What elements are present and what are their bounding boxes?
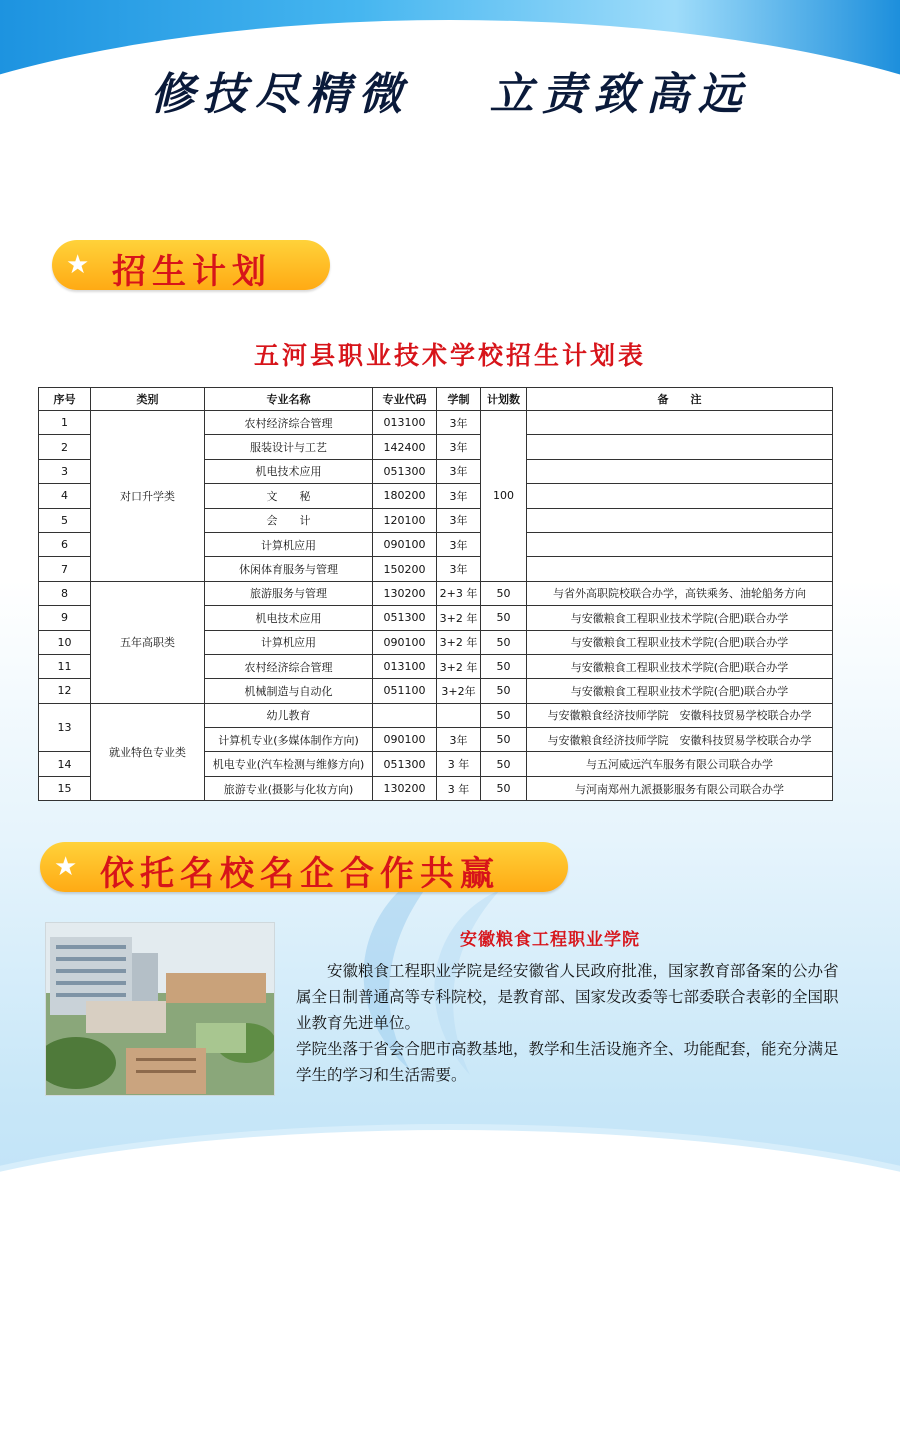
cell-no: 2 — [39, 435, 91, 459]
slogan-left: 修技尽精微 — [150, 69, 411, 120]
campus-photo-illustration — [46, 923, 274, 1095]
cell-category: 对口升学类 — [91, 411, 205, 582]
table-row — [39, 703, 833, 727]
cell-code: 130200 — [373, 776, 437, 800]
header-note: 备 注 — [527, 388, 833, 411]
cell-note: 与河南郑州九派摄影服务有限公司联合办学 — [527, 776, 833, 800]
header-plan: 计划数 — [481, 388, 527, 411]
cell-no: 4 — [39, 484, 91, 508]
cell-no: 7 — [39, 557, 91, 581]
cell-note — [527, 459, 833, 483]
cell-code: 051300 — [373, 459, 437, 483]
cell-note — [527, 532, 833, 556]
cell-plan: 50 — [481, 581, 527, 605]
cell-note — [527, 484, 833, 508]
cell-term: 3年 — [437, 459, 481, 483]
cell-term: 3年 — [437, 484, 481, 508]
header-category: 类别 — [91, 388, 205, 411]
cell-major: 旅游服务与管理 — [205, 581, 373, 605]
cell-major: 旅游专业(摄影与化妆方向) — [205, 776, 373, 800]
cell-term — [437, 703, 481, 727]
cell-no: 5 — [39, 508, 91, 532]
cell-major: 农村经济综合管理 — [205, 654, 373, 678]
cell-term: 3年 — [437, 411, 481, 435]
cell-code: 090100 — [373, 630, 437, 654]
section-title-partnership: 依托名校名企合作共赢 — [100, 854, 500, 894]
cell-code: 180200 — [373, 484, 437, 508]
cell-term: 3年 — [437, 435, 481, 459]
cell-note: 与安徽粮食工程职业技术学院(合肥)联合办学 — [527, 654, 833, 678]
cell-term: 3 年 — [437, 752, 481, 776]
table-header-row — [39, 388, 833, 411]
cell-no: 1 — [39, 411, 91, 435]
cell-plan: 50 — [481, 606, 527, 630]
school-description — [296, 958, 841, 1088]
cell-note: 与省外高职院校联合办学，高铁乘务、油轮船务方向 — [527, 581, 833, 605]
cell-no: 9 — [39, 606, 91, 630]
cell-note: 与安徽粮食经济技师学院 安徽科技贸易学校联合办学 — [527, 728, 833, 752]
cell-major: 计算机专业(多媒体制作方向) — [205, 728, 373, 752]
cell-plan: 50 — [481, 728, 527, 752]
cell-major: 幼儿教育 — [205, 703, 373, 727]
cell-plan: 50 — [481, 752, 527, 776]
star-icon: ★ — [66, 250, 90, 280]
cell-term: 3+2年 — [437, 679, 481, 703]
cell-major: 休闲体育服务与管理 — [205, 557, 373, 581]
cell-term: 3年 — [437, 532, 481, 556]
table-title: 五河县职业技术学校招生计划表 — [253, 341, 646, 370]
cell-term: 3 年 — [437, 776, 481, 800]
cell-term: 3+2 年 — [437, 606, 481, 630]
cell-code: 090100 — [373, 728, 437, 752]
cell-code — [373, 703, 437, 727]
cell-note: 与安徽粮食工程职业技术学院(合肥)联合办学 — [527, 679, 833, 703]
section-title-enrollment: 招生计划 — [112, 252, 272, 292]
cell-plan: 100 — [481, 411, 527, 582]
cell-category: 五年高职类 — [91, 581, 205, 703]
cell-major: 农村经济综合管理 — [205, 411, 373, 435]
cell-no: 14 — [39, 752, 91, 776]
campus-photo — [45, 922, 275, 1096]
cell-code: 130200 — [373, 581, 437, 605]
cell-major: 会 计 — [205, 508, 373, 532]
cell-no: 8 — [39, 581, 91, 605]
cell-no: 12 — [39, 679, 91, 703]
cell-term: 2+3 年 — [437, 581, 481, 605]
cell-plan: 50 — [481, 703, 527, 727]
cell-major: 机电专业(汽车检测与维修方向) — [205, 752, 373, 776]
cell-code: 150200 — [373, 557, 437, 581]
cell-note: 与安徽粮食经济技师学院 安徽科技贸易学校联合办学 — [527, 703, 833, 727]
cell-code: 120100 — [373, 508, 437, 532]
cell-major: 机电技术应用 — [205, 459, 373, 483]
section-banner-enrollment — [52, 240, 330, 290]
cell-code: 090100 — [373, 532, 437, 556]
bottom-white-curve — [0, 1130, 900, 1430]
cell-no: 10 — [39, 630, 91, 654]
cell-note — [527, 411, 833, 435]
cell-code: 013100 — [373, 654, 437, 678]
cell-plan: 50 — [481, 679, 527, 703]
slogan-right: 立责致高远 — [489, 69, 750, 120]
header-major: 专业名称 — [205, 388, 373, 411]
table-row — [39, 581, 833, 605]
cell-note: 与安徽粮食工程职业技术学院(合肥)联合办学 — [527, 630, 833, 654]
cell-note: 与五河威远汽车服务有限公司联合办学 — [527, 752, 833, 776]
cell-plan: 50 — [481, 776, 527, 800]
star-icon: ★ — [54, 852, 78, 882]
header-term: 学制 — [437, 388, 481, 411]
cell-term: 3年 — [437, 508, 481, 532]
cell-major: 服装设计与工艺 — [205, 435, 373, 459]
header-code: 专业代码 — [373, 388, 437, 411]
cell-plan: 50 — [481, 654, 527, 678]
cell-major: 文 秘 — [205, 484, 373, 508]
cell-major: 机械制造与自动化 — [205, 679, 373, 703]
school-paragraph-2: 学院坐落于省会合肥市高教基地，教学和生活设施齐全、功能配套，能充分满足学生的学习和生活需要。 — [296, 1040, 839, 1084]
cell-note — [527, 508, 833, 532]
cell-major: 机电技术应用 — [205, 606, 373, 630]
cell-note: 与安徽粮食工程职业技术学院(合肥)联合办学 — [527, 606, 833, 630]
cell-term: 3年 — [437, 557, 481, 581]
cell-code: 013100 — [373, 411, 437, 435]
cell-code: 051100 — [373, 679, 437, 703]
section-banner-partnership — [40, 842, 568, 892]
cell-term: 3+2 年 — [437, 630, 481, 654]
cell-note — [527, 435, 833, 459]
cell-no: 13 — [39, 703, 91, 752]
school-paragraph-1: 安徽粮食工程职业学院是经安徽省人民政府批准，国家教育部备案的公办省属全日制普通高等专科院校，是教育部、国家发改委等七部委联合表彰的全国职业教育先进单位。 — [296, 962, 839, 1032]
slogan — [0, 58, 900, 122]
cell-plan: 50 — [481, 630, 527, 654]
table-row — [39, 411, 833, 435]
cell-no: 3 — [39, 459, 91, 483]
header-no: 序号 — [39, 388, 91, 411]
cell-major: 计算机应用 — [205, 630, 373, 654]
cell-term: 3年 — [437, 728, 481, 752]
cell-term: 3+2 年 — [437, 654, 481, 678]
cell-no: 15 — [39, 776, 91, 800]
school-title: 安徽粮食工程职业学院 — [460, 930, 640, 950]
cell-note — [527, 557, 833, 581]
cell-code: 051300 — [373, 752, 437, 776]
cell-no: 6 — [39, 532, 91, 556]
cell-code: 051300 — [373, 606, 437, 630]
enrollment-plan-table — [38, 387, 833, 801]
cell-code: 142400 — [373, 435, 437, 459]
cell-category: 就业特色专业类 — [91, 703, 205, 801]
cell-major: 计算机应用 — [205, 532, 373, 556]
cell-no: 11 — [39, 654, 91, 678]
